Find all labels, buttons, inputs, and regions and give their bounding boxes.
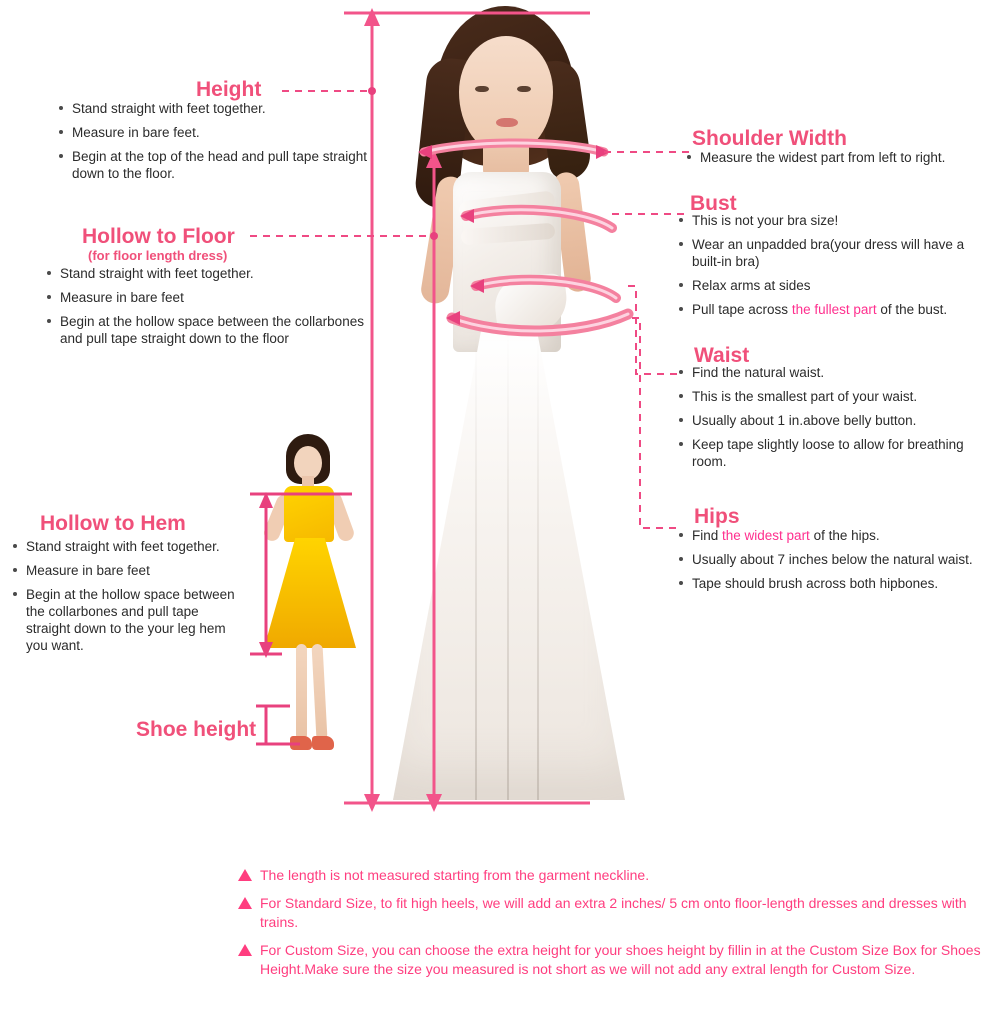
list-item: Usually about 7 inches below the natural waist.: [676, 551, 973, 568]
list-item: Stand straight with feet together.: [44, 265, 390, 282]
shoe-height-title: Shoe height: [136, 718, 257, 741]
list-item: This is not your bra size!: [676, 212, 982, 229]
hollow-to-floor-bullets: [44, 265, 390, 354]
waist-tape: [470, 279, 616, 298]
list-item: Measure in bare feet: [44, 289, 390, 306]
hollow-to-floor-measure-line: [426, 150, 442, 812]
shoulder-width-bullets: [684, 149, 945, 173]
hollow-to-floor-subtitle: (for floor length dress): [88, 248, 228, 263]
hips-title: Hips: [694, 505, 740, 528]
list-item: Begin at the hollow space between the collarbones and pull tape straight down to the floor: [44, 313, 390, 347]
shoulder-width-tape: [418, 143, 610, 159]
hips-highlight: the widest part: [722, 528, 810, 543]
list-item: Stand straight with feet together.: [56, 100, 402, 117]
bust-title: Bust: [690, 192, 737, 215]
list-item: This is the smallest part of your waist.: [676, 388, 972, 405]
bust-tape: [460, 209, 612, 228]
list-item: Measure the widest part from left to right.: [684, 149, 945, 166]
hollow-to-hem-measure-line: [250, 492, 352, 658]
list-item: Tape should brush across both hipbones.: [676, 575, 973, 592]
note: [238, 941, 998, 979]
shoe-height-measure-line: [256, 706, 300, 744]
note-text: For Standard Size, to fit high heels, we will add an extra 2 inches/ 5 cm onto floor-length dresses and dresses with trains.: [260, 895, 967, 930]
height-title: Height: [196, 78, 262, 101]
warning-triangle-icon: [238, 944, 252, 956]
list-item: Stand straight with feet together.: [10, 538, 226, 555]
warning-triangle-icon: [238, 897, 252, 909]
list-item: Measure in bare feet.: [56, 124, 402, 141]
footer-notes: [238, 866, 998, 988]
list-item-hips-widest: Find the widest part of the hips.: [676, 527, 973, 544]
hollow-to-hem-title: Hollow to Hem: [40, 512, 186, 535]
list-item: Wear an unpadded bra(your dress will have a built-in bra): [676, 236, 982, 270]
list-item: Relax arms at sides: [676, 277, 982, 294]
list-item: Measure in bare feet: [10, 562, 226, 579]
bust-bullets: [676, 212, 982, 325]
hollow-to-hem-bullets: [10, 538, 246, 661]
hollow-to-floor-title: Hollow to Floor: [82, 225, 235, 248]
warning-triangle-icon: [238, 869, 252, 881]
shoulder-width-title: Shoulder Width: [692, 127, 847, 150]
waist-title: Waist: [694, 344, 750, 367]
note-text: The length is not measured starting from the garment neckline.: [260, 867, 650, 883]
list-item: Usually about 1 in.above belly button.: [676, 412, 972, 429]
waist-bullets: [676, 364, 972, 477]
list-item: Find the natural waist.: [676, 364, 972, 381]
height-bullets: [56, 100, 402, 189]
note: [238, 894, 998, 932]
hips-bullets: [676, 527, 973, 599]
list-item: Begin at the hollow space between the collarbones and pull tape straight down to the your leg hem you want.: [10, 586, 246, 654]
hips-tape: [446, 311, 628, 331]
list-item: Begin at the top of the head and pull tape straight down to the floor.: [56, 148, 402, 182]
list-item-bust-fullest: Pull tape across the fullest part of the bust.: [676, 301, 982, 318]
note-text: For Custom Size, you can choose the extra height for your shoes height by fillin in at the Custom Size Box for Shoes Height.Make sure the size you measured is not short as we will not add any extral length for Custom Size.: [260, 942, 981, 977]
note: [238, 866, 998, 885]
bust-highlight: the fullest part: [791, 302, 877, 317]
list-item: Keep tape slightly loose to allow for breathing room.: [676, 436, 972, 470]
